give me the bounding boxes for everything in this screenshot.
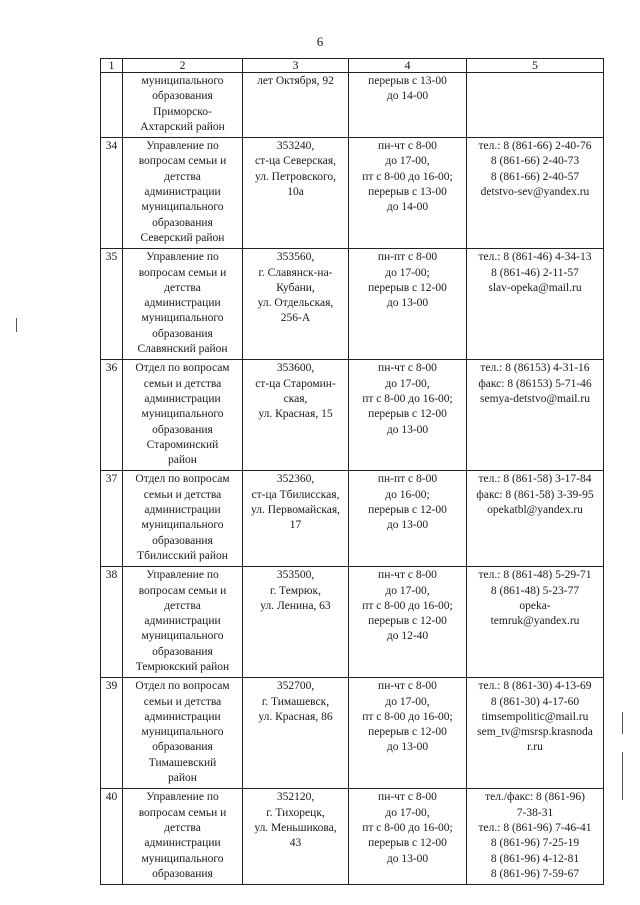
cell-line: факс: 8 (861-58) 3-39-95	[476, 488, 594, 501]
header-cell-contacts: 5	[467, 59, 604, 73]
cell-line: Староминский	[146, 438, 219, 451]
table-row	[101, 360, 604, 471]
cell-line: перерыв с 12-00	[368, 726, 447, 739]
table-row	[101, 249, 604, 360]
cell-line: timsempolitic@mail.ru	[481, 710, 589, 723]
cell-line: пн-пт с 8-00	[377, 251, 438, 264]
cell-line: перерыв с 13-00	[368, 186, 447, 199]
cell-line: до 17-00,	[385, 806, 430, 819]
cell-line: 7-38-31	[516, 806, 554, 819]
cell-line: муниципального	[141, 519, 224, 532]
cell-line: тел.: 8 (861-66) 2-40-76	[478, 140, 592, 153]
cell-line: ул. Меньшикова,	[254, 821, 337, 834]
cell-line: ул. Первомайская,	[250, 504, 341, 517]
cell-line: муниципального	[141, 75, 224, 87]
cell-line: муниципального	[141, 852, 224, 865]
cell-line: до 16-00;	[385, 488, 430, 501]
cell-line: Управление по	[146, 140, 219, 153]
cell-line: образования	[152, 327, 213, 340]
scan-margin-mark	[16, 318, 17, 332]
cell-organization	[123, 249, 243, 360]
cell-line: sem_tv@msrsp.krasnoda	[477, 726, 593, 739]
cell-organization	[123, 360, 243, 471]
cell-address	[243, 73, 349, 138]
cell-line: тел.: 8 (861-58) 3-17-84	[478, 473, 592, 486]
cell-line: пт с 8-00 до 16-00;	[362, 821, 453, 834]
cell-contacts	[467, 567, 604, 678]
cell-line: 8 (861-96) 7-59-67	[490, 867, 580, 880]
cell-line: 8 (861-96) 4-12-81	[490, 852, 580, 865]
cell-organization	[123, 567, 243, 678]
cell-line: семьи и детства	[143, 377, 222, 390]
cell-line: тел.: 8 (861-48) 5-29-71	[478, 569, 592, 582]
cell-line: Тимашевский	[148, 756, 217, 769]
cell-line: вопросам семьи и	[138, 584, 227, 597]
cell-line: ул. Ленина, 63	[260, 599, 331, 612]
cell-line: пт с 8-00 до 16-00;	[362, 392, 453, 405]
cell-line: район	[168, 454, 197, 467]
cell-line: Славянский район	[137, 343, 228, 356]
cell-line: образования	[152, 423, 213, 436]
cell-line: ул. Красная, 86	[258, 710, 333, 723]
cell-line: r.ru	[527, 741, 543, 754]
cell-line: образования	[152, 216, 213, 229]
cell-contacts	[467, 678, 604, 789]
cell-line: тел.: 8 (86153) 4-31-16	[480, 362, 590, 375]
organizations-table	[100, 58, 604, 885]
cell-line: вопросам семьи и	[138, 155, 227, 168]
cell-line: до 17-00,	[385, 584, 430, 597]
cell-schedule	[349, 567, 467, 678]
cell-line: ул. Красная, 15	[258, 408, 333, 421]
cell-line: 8 (861-48) 5-23-77	[490, 584, 580, 597]
cell-line: до 13-00	[386, 297, 429, 310]
cell-address	[243, 678, 349, 789]
cell-line: 353240,	[276, 140, 315, 153]
cell-line: до 13-00	[386, 852, 429, 865]
cell-line: Кубани,	[276, 281, 315, 294]
cell-line: детства	[164, 170, 201, 183]
cell-line: до 17-00,	[385, 155, 430, 168]
cell-contacts	[467, 789, 604, 885]
cell-line: opeka-	[519, 599, 551, 612]
cell-line: slav-opeka@mail.ru	[488, 281, 582, 294]
cell-line: до 14-00	[386, 90, 429, 103]
cell-line: пн-пт с 8-00	[377, 473, 438, 486]
cell-line: администрации	[144, 837, 221, 850]
cell-line: пт с 8-00 до 16-00;	[362, 170, 453, 183]
cell-address	[243, 360, 349, 471]
cell-line: Управление по	[146, 569, 219, 582]
cell-line: ст-ца Тбилисская,	[251, 488, 340, 501]
cell-line: лет Октября, 92	[257, 75, 334, 87]
cell-address	[243, 138, 349, 249]
cell-line: перерыв с 12-00	[368, 837, 447, 850]
cell-line: detstvo-sev@yandex.ru	[480, 186, 590, 199]
cell-line: детства	[164, 821, 201, 834]
cell-number: 36	[101, 360, 123, 471]
cell-line: администрации	[144, 186, 221, 199]
cell-line: детства	[164, 599, 201, 612]
cell-line: тел./факс: 8 (861-96)	[485, 791, 585, 804]
cell-line: 8 (861-96) 7-25-19	[490, 837, 580, 850]
cell-line: до 17-00,	[385, 377, 430, 390]
cell-number	[101, 73, 123, 138]
cell-line: администрации	[144, 392, 221, 405]
cell-organization	[123, 138, 243, 249]
cell-line: г. Тимашевск,	[261, 695, 330, 708]
header-cell-name: 2	[123, 59, 243, 73]
cell-line: 8 (861-30) 4-17-60	[490, 695, 580, 708]
cell-line: тел.: 8 (861-96) 7-46-41	[478, 821, 592, 834]
cell-schedule	[349, 73, 467, 138]
cell-line: 10а	[287, 186, 304, 199]
cell-line: г. Славянск-на-	[258, 266, 333, 279]
cell-contacts	[467, 249, 604, 360]
table-row	[101, 138, 604, 249]
cell-line: 352120,	[276, 791, 315, 804]
cell-contacts	[467, 360, 604, 471]
cell-line: перерыв с 13-00	[368, 75, 447, 87]
cell-line: 8 (861-66) 2-40-57	[490, 170, 580, 183]
cell-line: пн-чт с 8-00	[378, 362, 437, 375]
cell-line: ская,	[283, 392, 308, 405]
cell-line: до 17-00;	[385, 266, 430, 279]
scan-margin-mark	[622, 752, 623, 800]
cell-line: 256-А	[280, 312, 311, 325]
cell-contacts	[467, 138, 604, 249]
cell-number: 38	[101, 567, 123, 678]
cell-number: 39	[101, 678, 123, 789]
cell-line: до 17-00,	[385, 695, 430, 708]
cell-line: до 13-00	[386, 423, 429, 436]
cell-line: 352700,	[276, 680, 315, 693]
cell-line: до 14-00	[386, 201, 429, 214]
cell-line: temruk@yandex.ru	[490, 615, 580, 628]
cell-line: образования	[152, 90, 213, 103]
cell-schedule	[349, 249, 467, 360]
cell-number: 34	[101, 138, 123, 249]
cell-line: Северский район	[140, 231, 225, 244]
cell-number: 35	[101, 249, 123, 360]
cell-line: Отдел по вопросам	[135, 473, 230, 486]
cell-contacts	[467, 471, 604, 567]
cell-line: образования	[152, 867, 213, 880]
cell-line: г. Тихорецк,	[266, 806, 325, 819]
cell-line: образования	[152, 645, 213, 658]
cell-line: муниципального	[141, 312, 224, 325]
cell-line: ул. Петровского,	[254, 170, 337, 183]
cell-line: 8 (861-66) 2-40-73	[490, 155, 580, 168]
cell-organization	[123, 678, 243, 789]
cell-line: Ахтарский район	[140, 120, 225, 133]
cell-line: семьи и детства	[143, 488, 222, 501]
cell-line: Отдел по вопросам	[135, 680, 230, 693]
cell-schedule	[349, 678, 467, 789]
cell-schedule	[349, 471, 467, 567]
cell-line: пт с 8-00 до 16-00;	[362, 710, 453, 723]
cell-line: вопросам семьи и	[138, 806, 227, 819]
cell-line: перерыв с 12-00	[368, 615, 447, 628]
cell-line: 17	[289, 519, 302, 532]
header-cell-num: 1	[101, 59, 123, 73]
cell-line: тел.: 8 (861-46) 4-34-13	[478, 251, 592, 264]
cell-number: 37	[101, 471, 123, 567]
cell-line: муниципального	[141, 201, 224, 214]
cell-organization	[123, 73, 243, 138]
cell-line: пн-чт с 8-00	[378, 791, 437, 804]
cell-line: Темрюкский район	[135, 660, 230, 673]
cell-line: Управление по	[146, 791, 219, 804]
scan-margin-mark	[622, 712, 623, 734]
cell-line: ул. Отдельская,	[257, 297, 334, 310]
table-row	[101, 789, 604, 885]
cell-line: администрации	[144, 710, 221, 723]
cell-line: г. Темрюк,	[270, 584, 321, 597]
cell-organization	[123, 471, 243, 567]
page-number: 6	[316, 34, 324, 49]
cell-line: до 12-40	[386, 630, 429, 643]
header-cell-address: 3	[243, 59, 349, 73]
cell-line: пт с 8-00 до 16-00;	[362, 599, 453, 612]
cell-line: 353560,	[276, 251, 315, 264]
cell-line: муниципального	[141, 630, 224, 643]
table-header-row	[101, 59, 604, 73]
cell-line: Управление по	[146, 251, 219, 264]
cell-address	[243, 471, 349, 567]
cell-line: администрации	[144, 297, 221, 310]
cell-line: перерыв с 12-00	[368, 408, 447, 421]
cell-line: ст-ца Северская,	[254, 155, 336, 168]
cell-line: муниципального	[141, 726, 224, 739]
cell-address	[243, 789, 349, 885]
cell-contacts	[467, 73, 604, 138]
table-row	[101, 678, 604, 789]
cell-line: факс: 8 (86153) 5-71-46	[478, 377, 592, 390]
cell-line: до 13-00	[386, 741, 429, 754]
cell-line: Отдел по вопросам	[135, 362, 230, 375]
cell-line: semya-detstvo@mail.ru	[480, 392, 590, 405]
cell-line: Приморско-	[153, 105, 212, 118]
cell-line: 352360,	[276, 473, 315, 486]
cell-line: район	[168, 772, 197, 785]
cell-schedule	[349, 789, 467, 885]
cell-line: пн-чт с 8-00	[378, 569, 437, 582]
cell-line: 353500,	[276, 569, 315, 582]
cell-line: ст-ца Старомин-	[255, 377, 336, 390]
cell-line: администрации	[144, 504, 221, 517]
cell-line: 8 (861-46) 2-11-57	[491, 266, 579, 279]
cell-line: администрации	[144, 615, 221, 628]
header-cell-schedule: 4	[349, 59, 467, 73]
cell-line: семьи и детства	[143, 695, 222, 708]
table-row	[101, 73, 604, 138]
cell-line: образования	[152, 534, 213, 547]
cell-organization	[123, 789, 243, 885]
table-row	[101, 471, 604, 567]
cell-line: перерыв с 12-00	[368, 504, 447, 517]
cell-line: пн-чт с 8-00	[378, 140, 437, 153]
cell-address	[243, 567, 349, 678]
cell-line: до 13-00	[386, 519, 429, 532]
cell-line: Тбилисский район	[137, 549, 228, 562]
cell-line: муниципального	[141, 408, 224, 421]
cell-schedule	[349, 138, 467, 249]
cell-line: перерыв с 12-00	[368, 281, 447, 294]
cell-address	[243, 249, 349, 360]
cell-line: вопросам семьи и	[138, 266, 227, 279]
cell-line: образования	[152, 741, 213, 754]
cell-line: opekatbl@yandex.ru	[487, 504, 583, 517]
table-row	[101, 567, 604, 678]
cell-line: детства	[164, 281, 201, 294]
cell-line: 353600,	[276, 362, 315, 375]
cell-line: 43	[289, 837, 302, 850]
cell-schedule	[349, 360, 467, 471]
cell-line: пн-чт с 8-00	[378, 680, 437, 693]
cell-number: 40	[101, 789, 123, 885]
cell-line: тел.: 8 (861-30) 4-13-69	[478, 680, 592, 693]
